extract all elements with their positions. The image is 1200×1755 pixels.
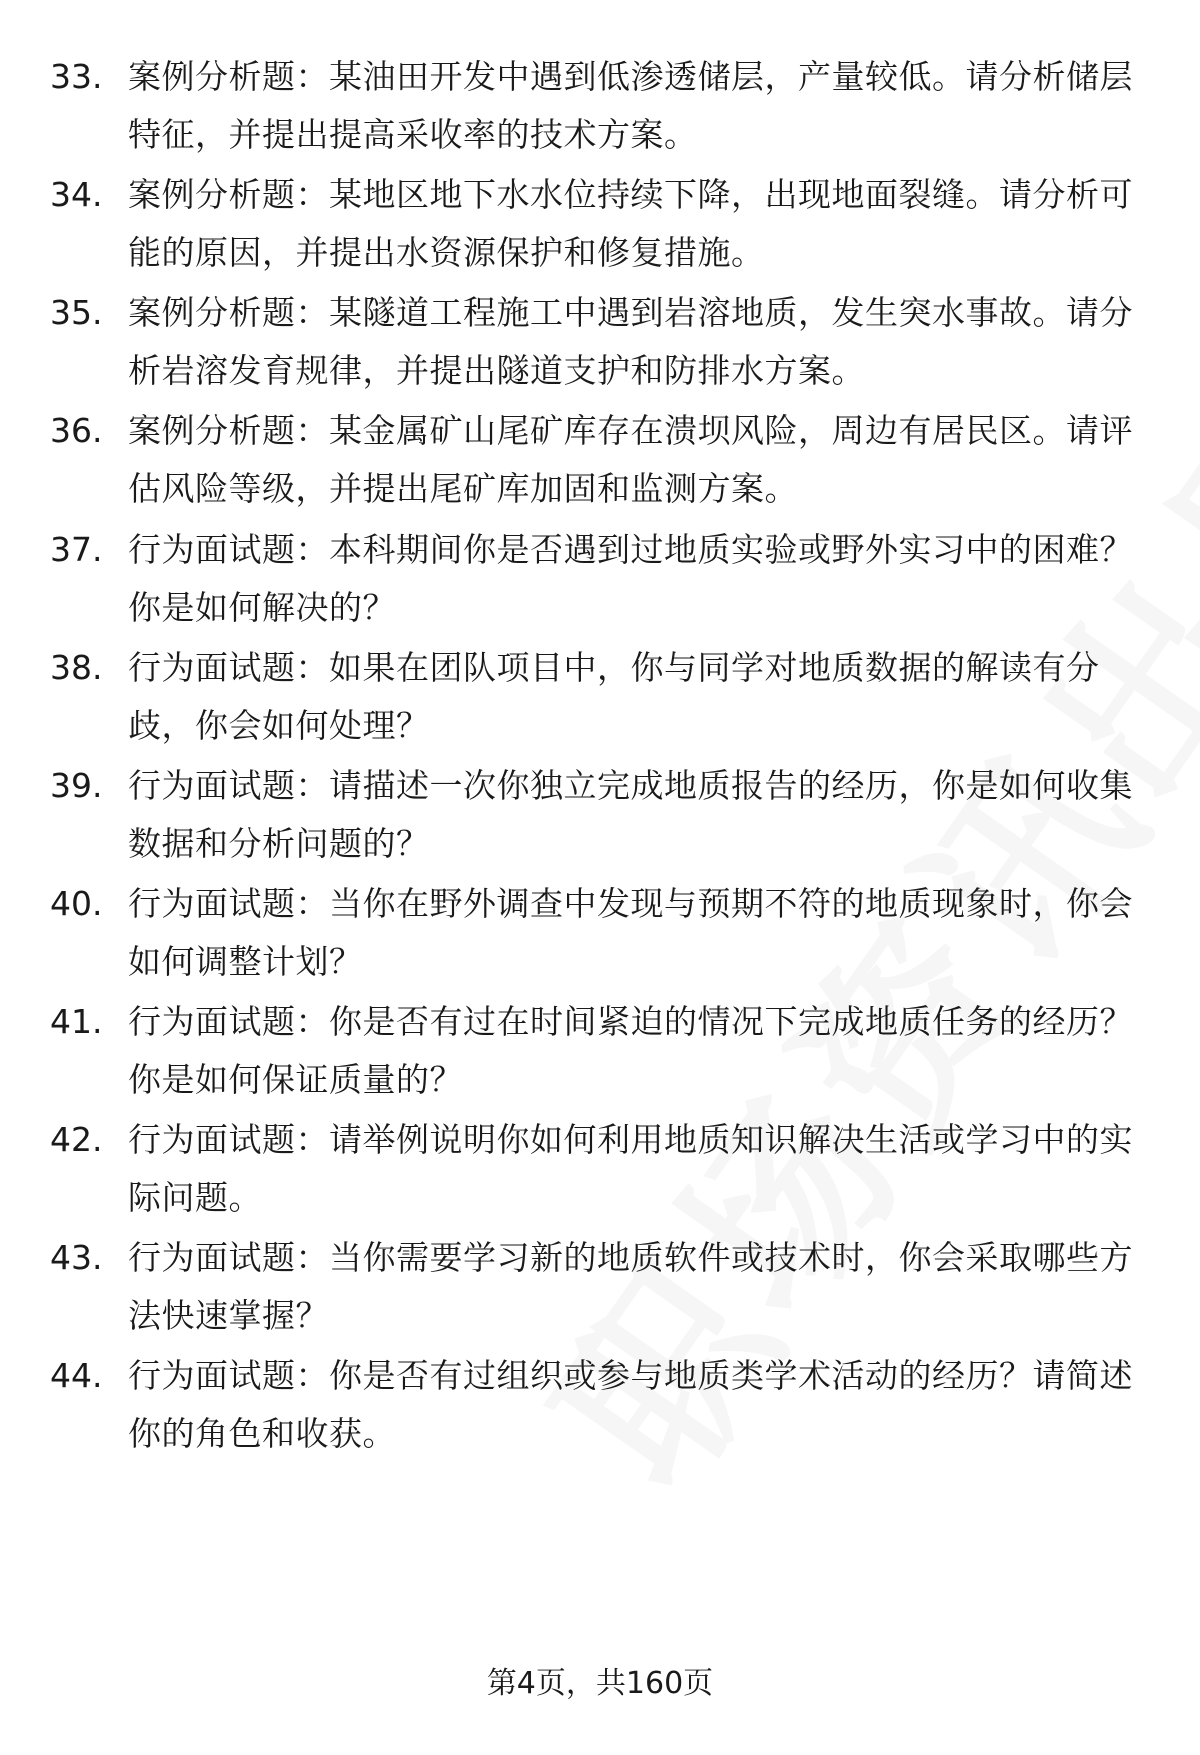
question-text: 行为面试题：你是否有过在时间紧迫的情况下完成地质任务的经历？你是如何保证质量的？ — [128, 1002, 1133, 1099]
question-text: 案例分析题：某金属矿山尾矿库存在溃坝风险，周边有居民区。请评估风险等级，并提出尾矿库加固和监测方案。 — [128, 411, 1133, 508]
question-number: 37. — [50, 530, 103, 569]
question-text: 行为面试题：当你需要学习新的地质软件或技术时，你会采取哪些方法快速掌握？ — [128, 1238, 1133, 1335]
question-text: 案例分析题：某隧道工程施工中遇到岩溶地质，发生突水事故。请分析岩溶发育规律，并提出隧道支护和防排水方案。 — [128, 293, 1133, 390]
question-number: 41. — [50, 1002, 103, 1041]
question-text: 行为面试题：请举例说明你如何利用地质知识解决生活或学习中的实际问题。 — [128, 1120, 1133, 1217]
question-number: 40. — [50, 884, 103, 923]
page-footer: 第4页，共160页 — [486, 1666, 714, 1701]
list-item — [0, 1347, 1200, 1453]
list-item — [0, 1229, 1200, 1335]
question-number: 42. — [50, 1120, 103, 1159]
question-number: 34. — [50, 175, 103, 214]
list-item — [0, 875, 1200, 981]
question-text: 行为面试题：本科期间你是否遇到过地质实验或野外实习中的困难？你是如何解决的？ — [128, 530, 1133, 627]
question-text: 案例分析题：某油田开发中遇到低渗透储层，产量较低。请分析储层特征，并提出提高采收率的技术方案。 — [128, 57, 1133, 154]
question-text: 行为面试题：当你在野外调查中发现与预期不符的地质现象时，你会如何调整计划？ — [128, 884, 1133, 981]
list-item — [0, 521, 1200, 627]
question-text: 案例分析题：某地区地下水水位持续下降，出现地面裂缝。请分析可能的原因，并提出水资源保护和修复措施。 — [128, 175, 1133, 272]
list-item — [0, 402, 1200, 508]
question-text: 行为面试题：请描述一次你独立完成地质报告的经历，你是如何收集数据和分析问题的？ — [128, 766, 1133, 863]
question-number: 36. — [50, 411, 103, 450]
list-item — [0, 757, 1200, 863]
question-text: 行为面试题：如果在团队项目中，你与同学对地质数据的解读有分歧，你会如何处理？ — [128, 648, 1100, 745]
list-item — [0, 993, 1200, 1099]
list-item — [0, 639, 1200, 745]
question-number: 35. — [50, 293, 103, 332]
question-number: 38. — [50, 648, 103, 687]
list-item — [0, 166, 1200, 272]
list-item — [0, 1111, 1200, 1217]
question-number: 44. — [50, 1356, 103, 1395]
question-number: 43. — [50, 1238, 103, 1277]
question-number: 39. — [50, 766, 103, 805]
question-number: 33. — [50, 57, 103, 96]
question-text: 行为面试题：你是否有过组织或参与地质类学术活动的经历？请简述你的角色和收获。 — [128, 1356, 1133, 1453]
list-item — [0, 48, 1200, 154]
list-item — [0, 284, 1200, 390]
